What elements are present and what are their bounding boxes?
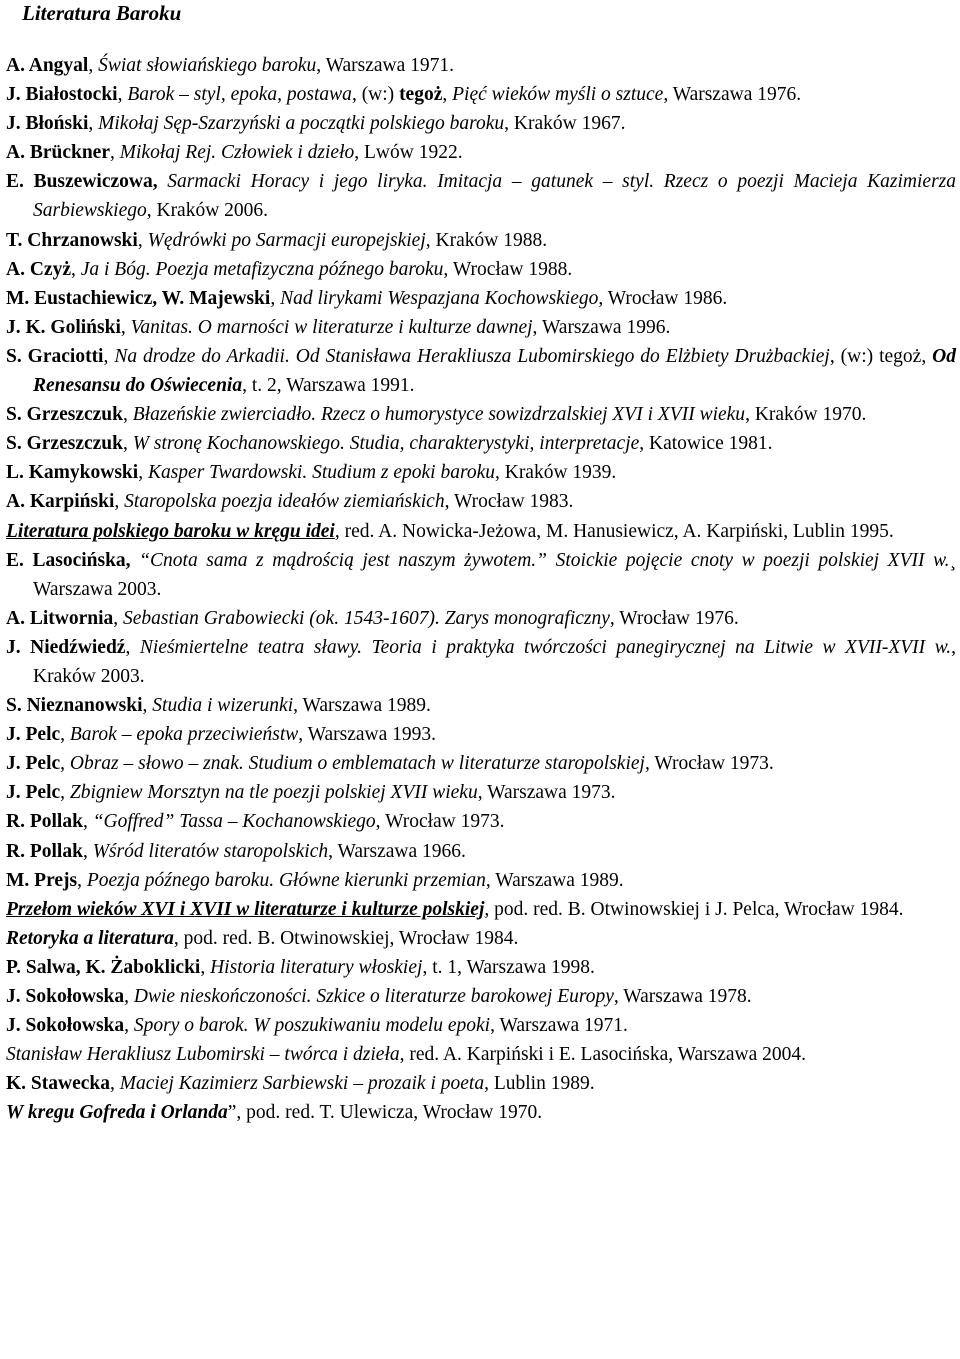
entry-text: , Kraków 2003. <box>33 636 957 687</box>
entry-text: , <box>103 345 115 367</box>
bibliography-entry <box>0 546 960 604</box>
bibliography-entry <box>0 749 960 778</box>
entry-text: , <box>70 258 81 280</box>
entry-author: S. Nieznanowski <box>6 695 143 717</box>
entry-text: , Lublin 1989. <box>484 1073 595 1095</box>
bibliography-entry <box>0 284 960 313</box>
entry-title: Orlanda <box>160 1102 228 1124</box>
entry-text: , <box>270 287 281 309</box>
bibliography-entry <box>0 429 960 458</box>
entry-text <box>131 550 140 571</box>
entry-author: R. Pollak <box>6 840 83 862</box>
entry-title: Literatura polskiego baroku w kręgu idei <box>6 520 335 542</box>
entry-title: Retoryka a literatura <box>6 927 174 949</box>
bibliography-entry <box>0 982 960 1011</box>
entry-title: Sarmacki Horacy i jego liryka. Imitacja – gatunek – styl. Rzecz o poezji Macieja Kazimierza Sarbiewskiego <box>33 171 956 222</box>
entry-author: J. Sokołowska <box>6 986 125 1007</box>
entry-title: Studia i wizerunki <box>152 695 294 717</box>
entry-author: K. Stawecka <box>6 1073 110 1095</box>
entry-text: , t. 1, Warszawa 1998. <box>422 956 595 978</box>
entry-text: , t. 2, Warszawa 1991. <box>242 375 415 397</box>
entry-text: , <box>113 607 123 629</box>
entry-title: Obraz – słowo – znak. Studium o emblematach w literaturze staropolskiej <box>69 753 645 775</box>
entry-author: tegoż <box>399 84 443 106</box>
entry-text: , (w:) tegoż, <box>829 345 933 367</box>
bibliography-entry <box>0 720 960 749</box>
entry-text: ¸ Warszawa 2003. <box>33 549 957 600</box>
entry-text: , Warszawa 1971. <box>316 55 454 76</box>
entry-title: Ja i Bóg. Poezja metafizyczna późnego baroku <box>80 258 444 280</box>
entry-author: J. Pelc <box>6 724 61 746</box>
entry-text: , <box>60 753 70 775</box>
entry-text: , Warszawa 1971. <box>490 1015 628 1037</box>
bibliography-entry <box>0 517 960 546</box>
bibliography-entry <box>0 167 960 225</box>
entry-text: , (w:) <box>351 84 400 106</box>
entry-author: J. Sokołowska <box>6 1015 125 1037</box>
entry-text: , Wrocław 1986. <box>598 287 728 309</box>
entry-title: Poezja późnego baroku. Główne kierunki przemian <box>86 869 486 891</box>
entry-text: , Kraków 1970. <box>745 404 867 426</box>
entry-text: , <box>125 636 140 658</box>
entry-title: Dwie nieskończoności. Szkice o literaturze barokowej Europy <box>133 986 614 1007</box>
entry-title: Barok – styl, epoka, postawa <box>127 84 352 106</box>
entry-author: T. Chrzanowski <box>6 229 138 251</box>
entry-text: , Warszawa 1993. <box>298 724 437 746</box>
entry-text: , Warszawa 1978. <box>613 986 752 1007</box>
bibliography-entry <box>0 255 960 284</box>
entry-text: , red. A. Karpiński i E. Lasocińska, Warszawa 2004. <box>399 1044 807 1066</box>
entry-title: Pięć wieków myśli o sztuce <box>452 84 664 106</box>
bibliography-entry <box>0 837 960 866</box>
entry-text: , Wrocław 1973. <box>375 811 505 833</box>
entry-title: W kregu <box>6 1102 80 1124</box>
entry-text: , <box>138 462 148 484</box>
entry-title: Nieśmiertelne teatra sławy. Teoria i praktyka twórczości panegirycznej na Litwie w XVII-XVII w. <box>139 636 952 658</box>
bibliography-entry <box>0 1069 960 1098</box>
entry-text: , Warszawa 1966. <box>328 840 466 862</box>
entry-text: , Wrocław 1988. <box>443 258 573 280</box>
entry-author: J. Pelc <box>6 782 61 804</box>
entry-text: , Wrocław 1976. <box>609 607 739 629</box>
bibliography-entry <box>0 487 960 516</box>
entry-author: A. Brückner <box>6 142 110 164</box>
entry-author: P. Salwa, K. Żaboklicki <box>6 956 201 978</box>
page-title: Literatura Baroku <box>22 1 182 25</box>
entry-title: Wśród literatów staropolskich <box>92 840 329 862</box>
entry-author: L. Kamykowski <box>6 462 139 484</box>
entry-text: , <box>110 142 120 164</box>
entry-title: Kasper Twardowski. Studium z epoki baroku <box>147 462 495 484</box>
entry-author: S. Grzeszczuk <box>6 404 123 426</box>
entry-text: , <box>442 84 453 106</box>
entry-text: , Kraków 1939. <box>494 462 617 484</box>
entry-text: , <box>122 404 133 426</box>
entry-title: Od Renesansu do Oświecenia <box>33 345 957 397</box>
entry-author: A. Litwornia <box>6 607 114 629</box>
bibliography-entry <box>0 400 960 429</box>
entry-text: , <box>88 55 99 76</box>
entry-title: Stanisław Herakliusz Lubomirski – twórca i dzieła <box>6 1044 400 1066</box>
bibliography-entry <box>0 342 960 400</box>
entry-text: , <box>200 956 211 978</box>
entry-title: Nad lirykami Wespazjana Kochowskiego <box>280 287 599 309</box>
bibliography-entry <box>0 807 960 836</box>
entry-author: A. Karpiński <box>6 491 115 513</box>
entry-author: S. Graciotti <box>6 345 104 367</box>
entry-author: R. Pollak <box>6 811 83 833</box>
entry-author: E. Buszewiczowa, <box>6 171 158 193</box>
bibliography-entry <box>0 604 960 633</box>
entry-text: , Kraków 1988. <box>425 229 548 251</box>
entry-text: , <box>82 811 93 833</box>
entry-title: Błazeńskie zwierciadło. Rzecz o humorystyce sowizdrzalskiej XVI i XVII wieku <box>132 404 746 426</box>
entry-text: , <box>124 1015 134 1037</box>
entry-title: Mikołaj Sęp-Szarzyński a początki polskiego baroku <box>98 113 505 135</box>
entry-text: , Warszawa 1989. <box>485 869 624 891</box>
entry-title: Gofreda <box>79 1102 146 1124</box>
entry-title: Barok – epoka przeciwieństw <box>69 724 299 746</box>
entry-text: , <box>82 840 93 862</box>
entry-title: “Cnota sama z mądrością jest naszym żywotem.” Stoickie pojęcie cnoty w poezji polskiej XVII w. <box>139 549 950 571</box>
entry-author: J. Niedźwiedź <box>6 636 126 658</box>
entry-title: Świat słowiańskiego baroku <box>98 55 317 76</box>
bibliography-entry <box>0 138 960 167</box>
entry-text: , Warszawa 1973. <box>477 782 616 804</box>
bibliography-entry <box>0 80 960 109</box>
entry-title: Mikołaj Rej. Człowiek i dzieło <box>119 142 355 164</box>
entry-title: “Goffred” Tassa – Kochanowskiego <box>92 811 376 833</box>
entry-text: , Lwów 1922. <box>354 142 463 164</box>
entry-title: Wędrówki po Sarmacji europejskiej <box>147 229 426 251</box>
entry-title: Vanitas. O marności w literaturze i kulturze dawnej <box>130 316 533 338</box>
entry-text: , <box>120 316 131 338</box>
bibliography-entry <box>0 778 960 807</box>
entry-title: Na drodze do Arkadii. Od Stanisława Herakliusza Lubomirskiego do Elżbiety Drużbackiej <box>114 345 830 367</box>
entry-text: , Kraków 1967. <box>504 113 626 135</box>
entry-title: Staropolska poezja ideałów ziemiańskich <box>124 491 445 513</box>
bibliography-entry <box>0 51 960 80</box>
bibliography-entry <box>0 313 960 342</box>
entry-text: , Katowice 1981. <box>639 433 773 455</box>
entry-text: , red. A. Nowicka-Jeżowa, M. Hanusiewicz, A. Karpiński, Lublin 1995. <box>334 520 894 542</box>
bibliography-entry <box>0 633 960 691</box>
entry-text: , <box>110 1073 120 1095</box>
entry-text: , <box>117 84 128 106</box>
entry-text: , Warszawa 1989. <box>293 695 431 717</box>
entry-text: , <box>88 113 99 135</box>
entry-title: W stronę Kochanowskiego. Studia, charakterystyki, interpretacje <box>132 433 640 455</box>
entry-text: , <box>77 869 87 891</box>
entry-title: Maciej Kazimierz Sarbiewski – prozaik i poeta <box>119 1073 485 1095</box>
entry-text: , <box>60 782 70 804</box>
bibliography-list <box>0 51 960 1127</box>
entry-text: , Wrocław 1973. <box>644 753 774 775</box>
bibliography-entry <box>0 1098 960 1127</box>
entry-text: , Warszawa 1976. <box>663 84 802 106</box>
bibliography-entry <box>0 866 960 895</box>
bibliography-entry <box>0 1011 960 1040</box>
entry-title: Sebastian Grabowiecki (ok. 1543-1607). Zarys monograficzny <box>123 607 610 629</box>
entry-author: A. Czyż <box>6 258 71 280</box>
entry-author: A. Angyal <box>6 55 89 76</box>
entry-author: E. Lasocińska, <box>6 549 131 571</box>
entry-text: , <box>122 433 133 455</box>
entry-author: J. K. Goliński <box>6 316 121 338</box>
entry-text: , <box>137 229 148 251</box>
entry-author: J. Błoński <box>6 113 89 135</box>
entry-text: , <box>60 724 70 746</box>
entry-text: ”, pod. red. T. Ulewicza, Wrocław 1970. <box>227 1102 543 1124</box>
bibliography-entry <box>0 953 960 982</box>
entry-author: M. Prejs <box>6 869 78 891</box>
entry-title: Spory o barok. W poszukiwaniu modelu epoki <box>133 1015 491 1037</box>
entry-text: , pod. red. B. Otwinowskiej, Wrocław 1984. <box>173 927 519 949</box>
bibliography-entry <box>0 1040 960 1069</box>
entry-title: Historia literatury włoskiej <box>210 956 423 978</box>
entry-text: , <box>124 986 134 1007</box>
entry-author: J. Białostocki <box>6 84 118 106</box>
bibliography-entry <box>0 226 960 255</box>
entry-author: S. Grzeszczuk <box>6 433 123 455</box>
entry-text <box>158 171 168 192</box>
entry-text: , Warszawa 1996. <box>532 316 671 338</box>
bibliography-entry <box>0 458 960 487</box>
entry-text: , <box>142 695 153 717</box>
entry-title: Przełom wieków XVI i XVII w literaturze i kulturze polskiej <box>6 898 485 920</box>
entry-text: , Kraków 2006. <box>146 200 269 222</box>
entry-title: i <box>145 1102 161 1124</box>
entry-author: M. Eustachiewicz, W. Majewski <box>6 287 271 309</box>
bibliography-entry <box>0 895 960 924</box>
entry-author: J. Pelc <box>6 753 61 775</box>
bibliography-entry <box>0 109 960 138</box>
bibliography-entry <box>0 691 960 720</box>
entry-text: , Wrocław 1983. <box>444 491 574 513</box>
entry-text: , pod. red. B. Otwinowskiej i J. Pelca, Wrocław 1984. <box>484 898 904 920</box>
entry-text: , <box>114 491 125 513</box>
bibliography-entry <box>0 924 960 953</box>
entry-title: Zbigniew Morsztyn na tle poezji polskiej XVII wieku <box>69 782 478 804</box>
